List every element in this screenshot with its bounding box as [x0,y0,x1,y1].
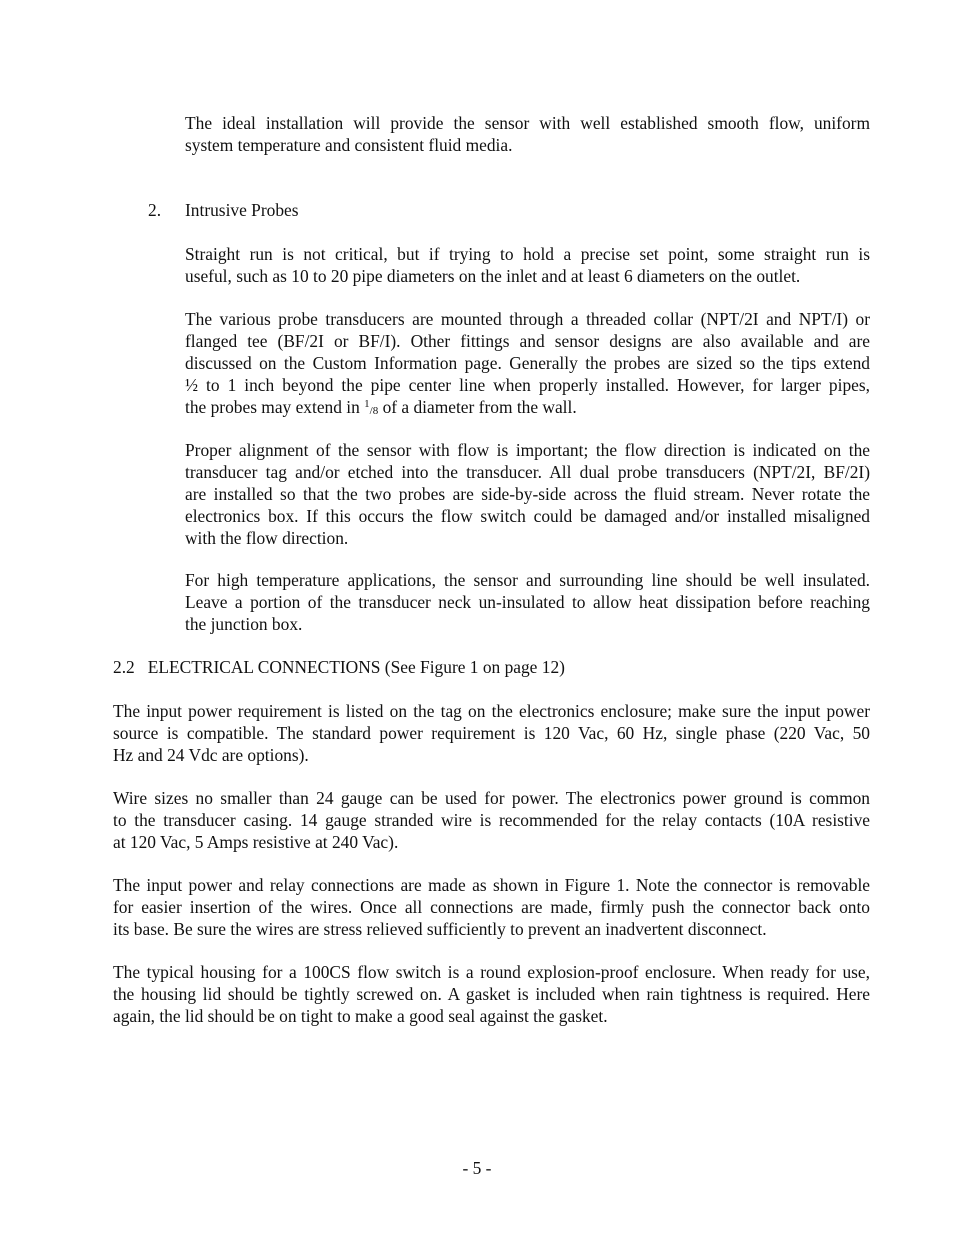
body-paragraph [113,787,870,853]
fraction-denominator: /8 [369,405,379,417]
body-paragraph [113,700,870,766]
text-fragment: of a diameter from the wall. [378,397,577,417]
text-line: Proper alignment of the sensor with flow is important; the flow direction is indicated on the [185,440,870,460]
text-line: with the flow direction. [185,528,349,548]
text-line: the junction box. [185,614,303,634]
text-line: Leave a portion of the transducer neck un-insulated to allow heat dissipation before reaching [185,592,870,612]
text-line: The various probe transducers are mounted through a threaded collar (NPT/2I and NPT/I) or [185,309,870,329]
text-line: discussed on the Custom Information page. Generally the probes are sized so the tips extend [185,353,870,373]
text-fragment: the probes may extend in [185,397,365,417]
intro-paragraph [185,112,870,156]
text-line: again, the lid should be on tight to make a good seal against the gasket. [113,1006,608,1026]
text-line: The typical housing for a 100CS flow switch is a round explosion-proof enclosure. When ready for use, [113,962,870,982]
text-line: the housing lid should be tightly screwed on. A gasket is included when rain tightness is required. Here [113,984,870,1004]
text-line: its base. Be sure the wires are stress relieved sufficiently to prevent an inadvertent disconnect. [113,919,767,939]
body-paragraph [185,569,870,635]
text-line: flanged tee (BF/2I or BF/I). Other fittings and sensor designs are also available and are [185,331,870,351]
text-line [185,396,870,418]
text-line: transducer tag and/or etched into the transducer. All dual probe transducers (NPT/2I, BF/2I) [185,462,870,482]
section-heading: 2.2 ELECTRICAL CONNECTIONS (See Figure 1 on page 12) [113,657,565,677]
list-number: 2. [148,200,162,220]
text-line: Hz and 24 Vdc are options). [113,745,309,765]
text-line: ½ to 1 inch beyond the pipe center line when properly installed. However, for larger pipes, [185,375,870,395]
text-line: system temperature and consistent fluid media. [185,135,513,155]
text-line: Wire sizes no smaller than 24 gauge can be used for power. The electronics power ground is common [113,788,870,808]
text-line: source is compatible. The standard power requirement is 120 Vac, 60 Hz, single phase (220 Vac, 50 [113,723,870,743]
text-line: The ideal installation will provide the sensor with well established smooth flow, uniform [185,113,870,133]
body-paragraph [113,874,870,940]
fraction-numerator: 1 [364,398,370,410]
page-number: - 5 - [462,1158,492,1178]
text-line: to the transducer casing. 14 gauge stranded wire is recommended for the relay contacts (10A resistive [113,810,870,830]
section-title: Intrusive Probes [185,200,299,220]
text-line: at 120 Vac, 5 Amps resistive at 240 Vac). [113,832,399,852]
body-paragraph [185,308,870,418]
text-line: electronics box. If this occurs the flow switch could be damaged and/or installed misaligned [185,506,870,526]
text-line: Straight run is not critical, but if trying to hold a precise set point, some straight run is [185,244,870,264]
text-line: are installed so that the two probes are side-by-side across the fluid stream. Never rotate the [185,484,870,504]
body-paragraph [113,961,870,1027]
body-paragraph [185,439,870,549]
text-line: for easier insertion of the wires. Once all connections are made, firmly push the connector back onto [113,897,870,917]
text-line: The input power and relay connections are made as shown in Figure 1. Note the connector is removable [113,875,870,895]
text-line: The input power requirement is listed on the tag on the electronics enclosure; make sure the input power [113,701,870,721]
text-line: For high temperature applications, the sensor and surrounding line should be well insulated. [185,570,870,590]
text-line: useful, such as 10 to 20 pipe diameters on the inlet and at least 6 diameters on the outlet. [185,266,801,286]
body-paragraph [185,243,870,287]
